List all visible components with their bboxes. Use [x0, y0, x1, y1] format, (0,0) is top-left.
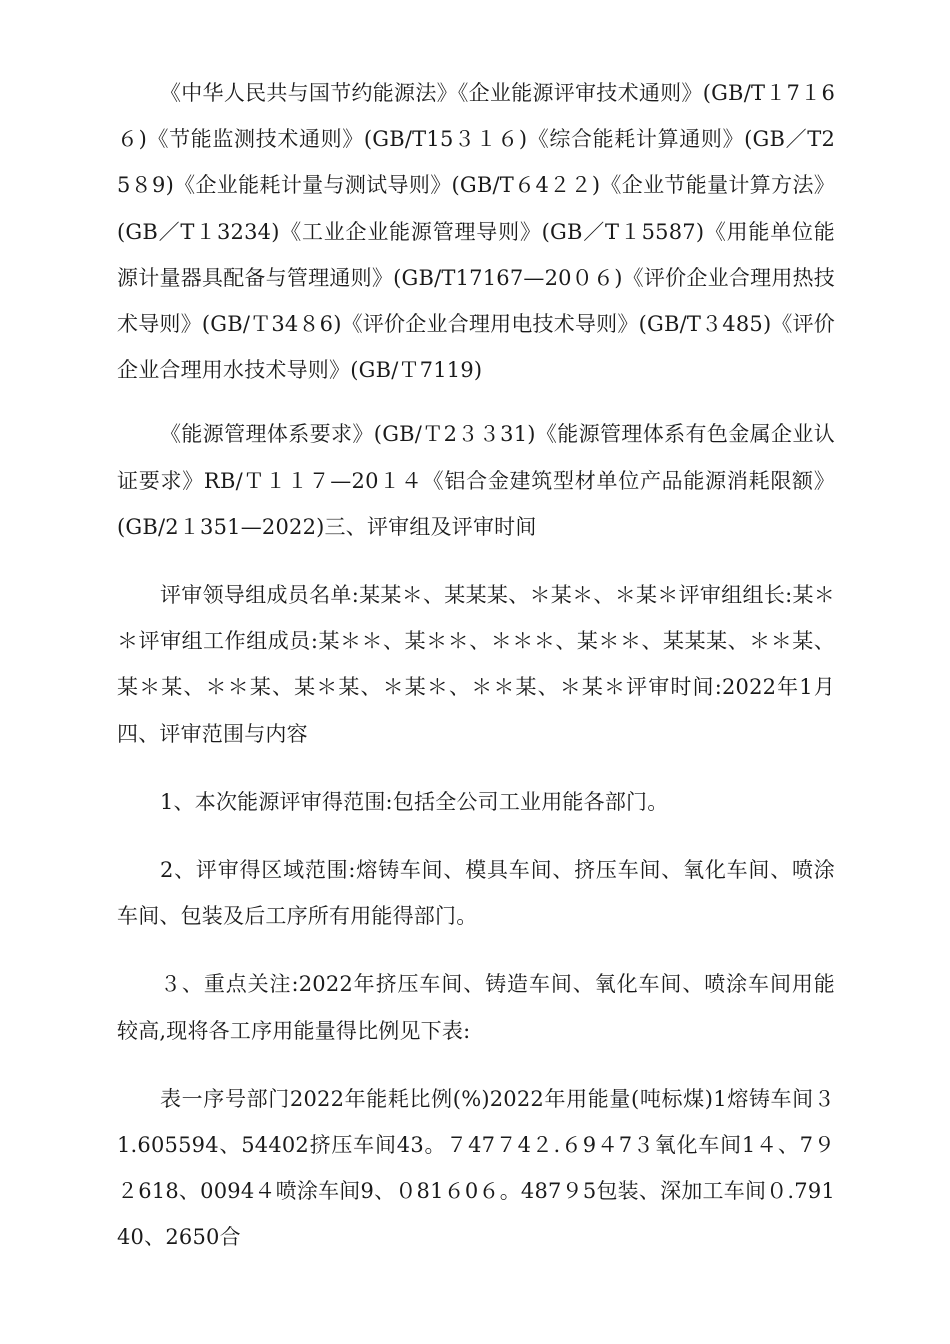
paragraph-review-team: 评审领导组成员名单:某某＊、某某某、＊某＊、＊某＊评审组组长:某＊＊评审组工作组成员:某＊＊、某＊＊、＊＊＊、某＊＊、某某某、＊＊某、某＊某、＊＊某、某＊某、＊某＊、＊＊某、＊某＊评审时间:2022年1月四、评审范围与内容 — [117, 583, 835, 746]
document-page — [117, 70, 835, 1261]
paragraph-key-focus: ３、重点关注:2022年挤压车间、铸造车间、氧化车间、喷涂车间用能较高,现将各工序用能量得比例见下表: — [117, 972, 835, 1043]
paragraph-energy-table-text: 表一序号部门2022年能耗比例(%)2022年用能量(吨标煤)1熔铸车间３1.605594、54402挤压车间43。７47７4２.６9４7３氧化车间1４、7９２618、0094４喷涂车间9、０81６0６。487９5包装、深加工车间０.79140、2650合 — [117, 1086, 835, 1250]
paragraph-review-area: 2、评审得区域范围:熔铸车间、模具车间、挤压车间、氧化车间、喷涂车间、包装及后工序所有用能得部门。 — [117, 858, 835, 929]
paragraph-standards-list: 《中华人民共与国节约能源法》《企业能源评审技术通则》(GB/T１7１6６)《节能监测技术通则》(GB/T15３１６)《综合能耗计算通则》(GB／T25８9)《企业能耗计量与测试导则》(GB/T６4２２)《企业节能量计算方法》(GB／T１3234)《工业企业能源管理导则》(GB／T１5587)《用能单位能源计量器具配备与管理通则》(GB/T17167—20０６)《评价企业合理用热技术导则》(GB/Ｔ34８6)《评价企业合理用电技术导则》(GB/T３485)《评价企业合理用水技术导则》(GB/Ｔ7119) — [117, 81, 835, 383]
paragraph-energy-management-standards: 《能源管理体系要求》(GB/Ｔ2３３31)《能源管理体系有色金属企业认证要求》RB/Ｔ１１７—20１４《铝合金建筑型材单位产品能源消耗限额》(GB/2１351—2022)三、评审组及评审时间 — [117, 422, 835, 539]
paragraph-review-scope: 1、本次能源评审得范围:包括全公司工业用能各部门。 — [160, 789, 669, 814]
